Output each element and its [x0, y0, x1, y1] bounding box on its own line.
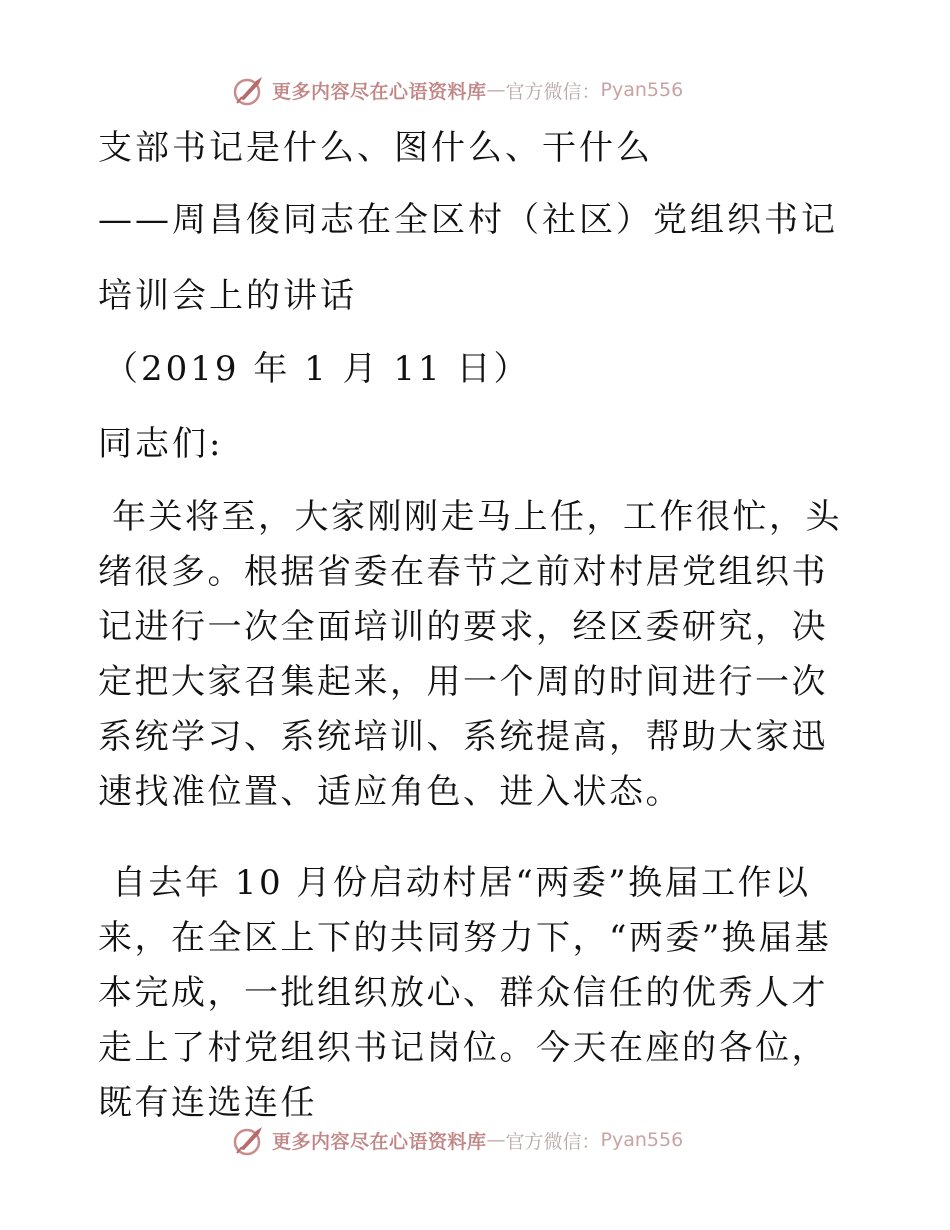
watermark-official-label: 官方微信：: [505, 1130, 601, 1153]
watermark-separator: —: [486, 1129, 506, 1151]
watermark-wechat-id: Pyan556: [600, 1129, 684, 1151]
quill-pen-logo-icon: [232, 73, 266, 107]
footer-watermark-banner: [232, 1120, 732, 1160]
watermark-brand-text: 更多内容尽在心语资料库: [272, 80, 487, 103]
quill-pen-logo-icon: [232, 1123, 266, 1157]
watermark-brand-text: 更多内容尽在心语资料库: [272, 1130, 487, 1153]
document-subtitle-line-2: 培训会上的讲话: [98, 276, 357, 316]
watermark-separator: —: [486, 79, 506, 101]
body-paragraph-1: 年关将至，大家刚刚走马上任，工作很忙，头绪很多。根据省委在春节之前对村居党组织书记进行一次全面培训的要求，经区委研究，决定把大家召集起来，用一个周的时间进行一次系统学习、系统培训、系统提高，帮助大家迅速找准位置、适应角色、进入状态。: [98, 497, 842, 812]
document-subtitle-line-1: ——周昌俊同志在全区村（社区）党组织书记: [98, 200, 838, 240]
watermark-wechat-id: Pyan556: [600, 79, 684, 101]
body-paragraph-2: 自去年 10 月份启动村居“两委”换届工作以来，在全区上下的共同努力下，“两委”换届基本完成，一批组织放心、群众信任的优秀人才走上了村党组织书记岗位。今天在座的各位，既有连选连任: [98, 863, 832, 1123]
header-watermark-banner: [232, 70, 732, 110]
salutation: 同志们:: [98, 424, 224, 464]
watermark-official-label: 官方微信：: [505, 80, 601, 103]
document-date: （2019 年 1 月 11 日）: [104, 349, 531, 389]
document-title: 支部书记是什么、图什么、干什么: [98, 128, 653, 168]
